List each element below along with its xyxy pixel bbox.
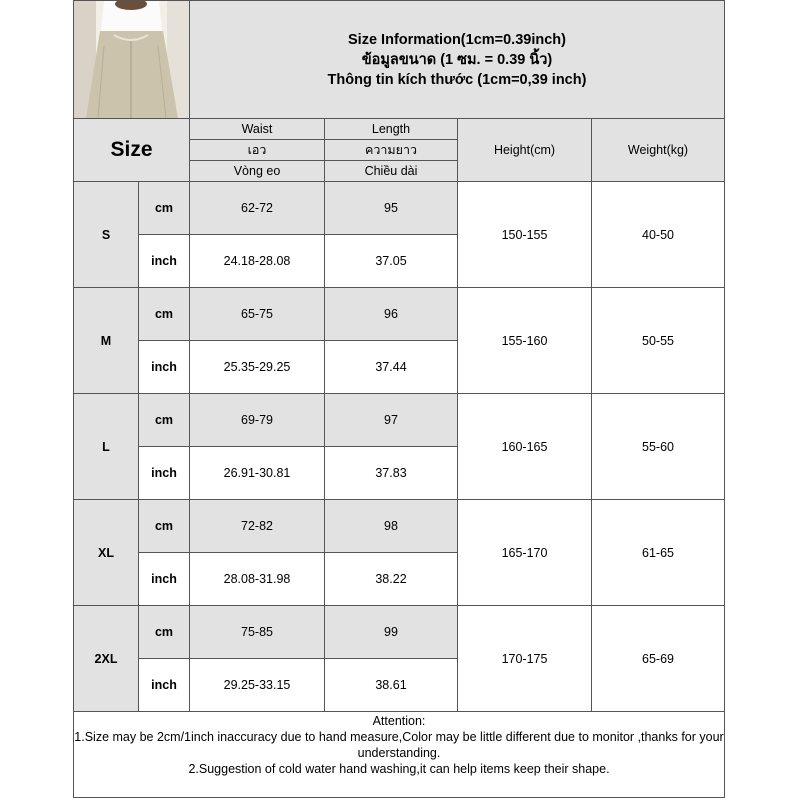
size-label-m: M xyxy=(74,288,138,393)
height-cell: 165-170 xyxy=(458,500,591,605)
height-cell: 160-165 xyxy=(458,394,591,499)
length-header-en: Length xyxy=(325,119,457,139)
length-cm-cell: 97 xyxy=(325,394,457,446)
waist-inch-cell: 29.25-33.15 xyxy=(190,659,324,711)
waist-header-vi: Vòng eo xyxy=(190,161,324,181)
weight-cell: 61-65 xyxy=(592,500,724,605)
attention-note-1-cont: understanding. xyxy=(357,746,441,760)
length-cm-cell: 96 xyxy=(325,288,457,340)
size-label-2xl: 2XL xyxy=(74,606,138,711)
waist-inch-cell: 28.08-31.98 xyxy=(190,553,324,605)
height-header: Height(cm) xyxy=(458,119,591,181)
product-photo-image xyxy=(74,1,189,118)
length-header-th: ความยาว xyxy=(325,140,457,160)
attention-notes xyxy=(74,712,724,799)
header-line-thai: ข้อมูลขนาด (1 ซม. = 0.39 นิ้ว) xyxy=(361,51,553,68)
waist-header-th: เอว xyxy=(190,140,324,160)
unit-label-cm: cm xyxy=(139,606,189,658)
weight-header: Weight(kg) xyxy=(592,119,724,181)
length-cm-cell: 99 xyxy=(325,606,457,658)
waist-inch-cell: 25.35-29.25 xyxy=(190,341,324,393)
length-inch-cell: 37.05 xyxy=(325,235,457,287)
weight-cell: 50-55 xyxy=(592,288,724,393)
length-inch-cell: 38.61 xyxy=(325,659,457,711)
header-line-vietnamese: Thông tin kích thước (1cm=0,39 inch) xyxy=(327,71,587,88)
size-label-s: S xyxy=(74,182,138,287)
length-inch-cell: 37.83 xyxy=(325,447,457,499)
size-column-header xyxy=(74,119,189,181)
unit-label-inch: inch xyxy=(139,447,189,499)
header-line-english: Size Information(1cm=0.39inch) xyxy=(348,31,566,48)
attention-note-2: 2.Suggestion of cold water hand washing,it can help items keep their shape. xyxy=(188,762,610,776)
unit-label-cm: cm xyxy=(139,182,189,234)
attention-title: Attention: xyxy=(372,714,426,728)
waist-header-en: Waist xyxy=(190,119,324,139)
unit-label-cm: cm xyxy=(139,500,189,552)
unit-label-cm: cm xyxy=(139,288,189,340)
height-cell: 170-175 xyxy=(458,606,591,711)
height-cell: 150-155 xyxy=(458,182,591,287)
height-cell: 155-160 xyxy=(458,288,591,393)
unit-label-inch: inch xyxy=(139,235,189,287)
length-cm-cell: 95 xyxy=(325,182,457,234)
unit-label-inch: inch xyxy=(139,341,189,393)
attention-note-1: 1.Size may be 2cm/1inch inaccuracy due to hand measure,Color may be little different due to monitor ,thanks for your xyxy=(74,730,724,744)
weight-cell: 40-50 xyxy=(592,182,724,287)
waist-inch-cell: 24.18-28.08 xyxy=(190,235,324,287)
size-label-xl: XL xyxy=(74,500,138,605)
waist-cm-cell: 62-72 xyxy=(190,182,324,234)
length-inch-cell: 37.44 xyxy=(325,341,457,393)
unit-label-inch: inch xyxy=(139,553,189,605)
waist-inch-cell: 26.91-30.81 xyxy=(190,447,324,499)
size-info-header xyxy=(190,1,724,118)
unit-label-cm: cm xyxy=(139,394,189,446)
length-header-vi: Chiều dài xyxy=(325,161,457,181)
waist-cm-cell: 65-75 xyxy=(190,288,324,340)
size-label-l: L xyxy=(74,394,138,499)
length-cm-cell: 98 xyxy=(325,500,457,552)
waist-cm-cell: 75-85 xyxy=(190,606,324,658)
length-inch-cell: 38.22 xyxy=(325,553,457,605)
waist-cm-cell: 72-82 xyxy=(190,500,324,552)
product-photo xyxy=(74,1,189,118)
waist-cm-cell: 69-79 xyxy=(190,394,324,446)
weight-cell: 65-69 xyxy=(592,606,724,711)
unit-label-inch: inch xyxy=(139,659,189,711)
weight-cell: 55-60 xyxy=(592,394,724,499)
size-column-title: Size xyxy=(110,138,153,161)
